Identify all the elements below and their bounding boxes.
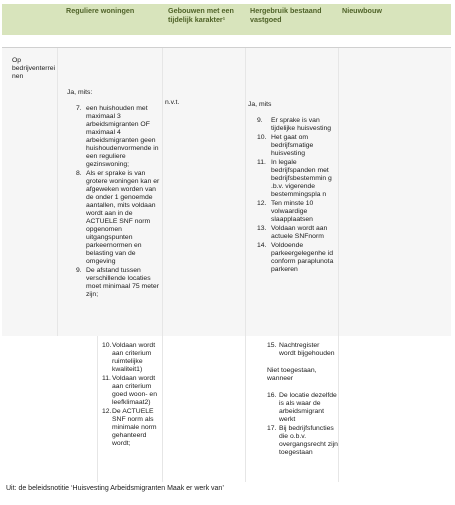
header-reguliere-woningen: Reguliere woningen	[66, 6, 135, 15]
list-item-number: 10.	[102, 342, 112, 349]
list-item-number: 11.	[257, 159, 266, 166]
list-item	[267, 342, 337, 358]
list-item-text: De locatie dezelfde is als waar de arbeidsmigrant werkt	[279, 392, 337, 423]
table-header	[2, 4, 451, 35]
list-item	[257, 200, 337, 224]
col1-conditions-list	[76, 105, 160, 300]
list-item-text: Voldoende parkeergelegenhe id conform paraplunota parkeren	[271, 242, 334, 273]
list-item-number: 9.	[257, 117, 263, 124]
list-item	[102, 375, 162, 407]
column-divider	[162, 336, 163, 482]
list-item-text: een huishouden met maximaal 3 arbeidsmigranten OF maximaal 4 arbeidsmigranten geen huishoudenvormende in een reguliere gezinswoning;	[86, 105, 159, 168]
list-item	[76, 105, 160, 169]
header-hergebruik-vastgoed: Hergebruik bestaand vastgoed	[250, 6, 322, 24]
list-item-text: Nachtregister wordt bijgehouden	[279, 342, 335, 357]
list-item-number: 9.	[76, 267, 82, 274]
col3-exclusions-list	[267, 392, 342, 458]
list-item-text: Er sprake is van tijdelijke huisvesting	[271, 117, 332, 132]
policy-table	[2, 4, 451, 482]
list-item-text: Als er sprake is van grotere woningen kan er afgeweken worden van de onder 1 genoemde aantallen, mits voldaan wordt aan in de ACTUELE SNF norm opgenomen uitgangspunten parkeernormen en belasting van de omgeving	[86, 170, 160, 265]
header-tijdelijke-gebouwen: Gebouwen met een tijdelijk karakter¹	[168, 6, 234, 24]
col3-conditions-list	[257, 117, 337, 275]
list-item	[257, 225, 337, 241]
list-item-number: 10.	[257, 134, 267, 141]
column-divider	[97, 336, 98, 482]
list-item	[76, 267, 160, 299]
source-caption: Uit: de beleidsnotitie ‘Huisvesting Arbeidsmigranten Maak er werk van’	[6, 485, 224, 492]
list-item-number: 12.	[102, 408, 112, 415]
col3-conditions-list-continued	[267, 342, 337, 359]
list-item	[257, 134, 337, 158]
list-item-text: Voldaan wordt aan criterium ruimtelijke kwaliteit1)	[112, 342, 156, 373]
list-item-number: 7.	[76, 105, 82, 112]
list-item	[267, 392, 342, 424]
list-item-number: 8.	[76, 170, 82, 177]
col1-intro: Ja, mits:	[67, 89, 93, 96]
col3-not-allowed-intro: Niet toegestaan, wanneer	[267, 367, 317, 382]
list-item	[267, 425, 342, 457]
col1-conditions-list-continued	[102, 342, 162, 449]
list-item-number: 17.	[267, 425, 277, 432]
list-item	[257, 242, 337, 274]
column-divider	[57, 48, 58, 336]
list-item-text: Voldaan wordt aan actuele SNFnorm	[271, 225, 328, 240]
list-item	[257, 159, 337, 199]
list-item-text: De ACTUELE SNF norm als minimale norm gehanteerd wordt;	[112, 408, 157, 447]
row-label: Op bedrijventerrei nen	[12, 57, 56, 80]
list-item-text: Voldaan wordt aan criterium goed woon- en leefklimaat2)	[112, 375, 157, 406]
list-item	[257, 117, 337, 133]
list-item-text: In legale bedrijfspanden met bedrijfsbestemmin g .b.v. vigerende bestemmingspla n	[271, 159, 332, 198]
column-divider	[245, 336, 246, 482]
list-item	[76, 170, 160, 266]
list-item-text: Het gaat om bedrijfsmatige huisvesting	[271, 134, 314, 157]
list-item-number: 12.	[257, 200, 267, 207]
col2-text: n.v.t.	[165, 99, 180, 106]
column-divider	[338, 48, 339, 336]
table-row-continuation	[2, 336, 451, 482]
list-item-number: 11.	[102, 375, 111, 382]
list-item-number: 16.	[267, 392, 277, 399]
column-divider	[162, 48, 163, 336]
header-nieuwbouw: Nieuwbouw	[342, 6, 382, 15]
list-item	[102, 342, 162, 374]
list-item	[102, 408, 162, 448]
list-item-number: 13.	[257, 225, 267, 232]
column-divider	[245, 48, 246, 336]
header-spacer-row	[2, 35, 451, 48]
list-item-text: Bij bedrijfsfuncties die o.b.v. overgangsrecht zijn toegestaan	[279, 425, 338, 456]
table-row-bedrijventerreinen	[2, 48, 451, 336]
list-item-text: Ten minste 10 volwaardige slaapplaatsen	[271, 200, 314, 223]
list-item-text: De afstand tussen verschillende locaties moet minimaal 75 meter zijn;	[86, 267, 159, 298]
col3-intro: Ja, mits	[248, 101, 272, 108]
list-item-number: 14.	[257, 242, 267, 249]
list-item-number: 15.	[267, 342, 277, 349]
